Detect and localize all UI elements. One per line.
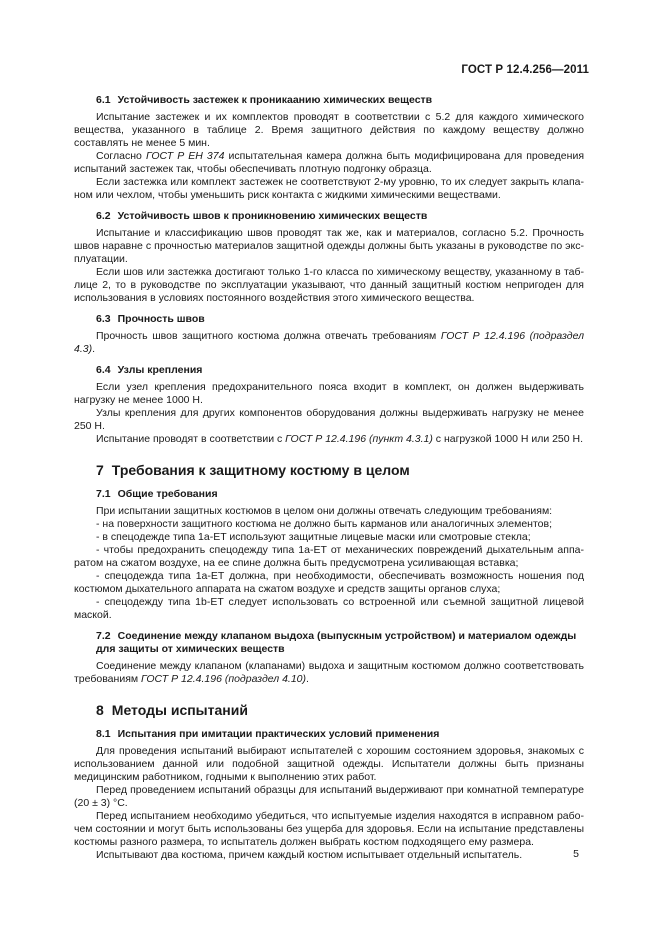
paragraph: Испытание застежек и их комплектов проводят в соответствии с 5.2 для каждого химического вещества, указанного в таблице 2. Время защитного действия по каждому веществу должно составлять не менее 5 мин. [74,111,584,149]
list-item: - на поверхности защитного костюма не должно быть карманов или аналогичных элементов; [96,518,552,530]
section-number: 7.1 [96,488,111,500]
text-run: Соединение между клапаном (клапанами) выдоха и защитным костюмом должно соответствовать требованиям [74,660,584,685]
list-item: - спецодежда типа 1а-ET должна, при необходимости, обеспечивать возможность ношения под костюмом дыхательного аппарата на сжатом воздухе и средств защиты органов слуха; [74,570,584,595]
standard-reference: ГОСТ Р 12.4.196 (подраздел 4.3) [74,330,584,355]
section-number: 6.2 [96,210,111,222]
section-6-3-heading [74,313,584,326]
section-number: 8.1 [96,728,111,740]
paragraph: Если узел крепления предохранительного пояса входит в комплект, он должен выдерживать нагрузку не менее 1000 Н. [74,381,584,406]
text-run: с нагрузкой 1000 Н или 250 Н. [432,433,584,445]
section-title-continued: для защиты от химических веществ [96,643,285,655]
section-number: 6.3 [96,313,111,325]
paragraph [74,660,584,686]
section-title: Методы испытаний [111,702,248,718]
section-title: Соединение между клапаном выдоха (выпускным устройством) и материалом одежды [117,630,577,642]
section-title: Устойчивость швов к проникновению химических веществ [117,210,428,222]
list-item: - в спецодежде типа 1а-ET используют защитные лицевые маски или смотровые стекла; [96,531,531,543]
standard-reference: ГОСТ Р 12.4.196 (подраздел 4.10) [141,673,307,685]
list-item: - чтобы предохранить спецодежду типа 1а-ET от механических повреждений дыхательным аппаратом на сжатом воздухе, на ее спине должна быть предусмотрена усиливающая вставка; [74,544,584,569]
section-6-2-heading [74,210,584,223]
text-run: Испытание проводят в соответствии с [96,433,286,445]
paragraph: Если застежка или комплект застежек не соответствуют 2-му уровню, то их следует закрыть клапаном или чехлом, чтобы уменьшить риск контакта с жидкими химическими веществами. [74,176,584,201]
text-run: Согласно [96,150,146,162]
section-6-4-heading [74,364,584,377]
document-code: ГОСТ Р 12.4.256—2011 [461,64,589,76]
paragraph [74,433,584,446]
section-number: 7.2 [96,630,111,642]
section-7-2-heading [74,630,584,656]
document-body [74,94,584,862]
section-6-1-heading [74,94,584,107]
paragraph: При испытании защитных костюмов в целом они должны отвечать следующим требованиям: [96,505,553,517]
section-title: Узлы крепления [117,364,203,376]
section-7-heading [74,462,584,478]
text-run: Прочность швов защитного костюма должна отвечать требованиям [96,330,441,342]
section-title: Общие требования [117,488,218,500]
standard-reference: ГОСТ Р ЕН 374 [145,150,225,162]
paragraph: Испытывают два костюма, причем каждый костюм испытывает отдельный испытатель. [96,849,523,861]
section-7-1-heading [74,488,584,501]
section-title: Устойчивость застежек к проникаанию химических веществ [117,94,433,106]
paragraph [74,150,584,176]
section-title: Прочность швов [117,313,205,325]
section-number: 7 [96,462,104,478]
list-item: - спецодежду типа 1b-ET следует использовать со встроенной или съемной защитной лицевой маской. [74,596,584,621]
section-heading-line [74,630,584,643]
text-run: . [92,343,96,355]
text-run: испытательная камера должна быть модифицирована для проведения испытаний застежек так, чтобы обеспечивать плотную подгонку образца. [74,150,585,175]
standard-reference: ГОСТ Р 12.4.196 (пункт 4.3.1) [285,433,433,445]
text-run: . [306,673,309,685]
section-8-1-heading [74,728,584,741]
paragraph: Узлы крепления для других компонентов оборудования должны выдерживать нагрузку не менее 250 Н. [74,407,584,432]
paragraph: Для проведения испытаний выбирают испытателей с хорошим состоянием здоровья, знакомых с использованием данной или подобной защитной одежды. Испытатели должны быть признаны медицинским работником, годными к выполнению этих работ. [74,745,584,783]
paragraph: Перед проведением испытаний образцы для испытаний выдерживают при комнатной температуре (20 ± 3) °С. [74,784,584,809]
section-title: Требования к защитному костюму в целом [111,462,410,478]
section-number: 8 [96,702,104,718]
paragraph: Перед испытанием необходимо убедиться, что испытуемые изделия находятся в исправном рабочем состоянии и могут быть использованы без ущерба для здоровья. Если на испытание представлены костюмы разного размера, то испытатель должен выбрать костюм подходящего ему размера. [74,810,584,848]
paragraph: Испытание и классификацию швов проводят так же, как и материалов, согласно 5.2. Прочность швов наравне с прочностью материалов защитной одежды должны быть указаны в руководстве по эксплуатации. [74,227,584,265]
section-8-heading [74,702,584,718]
paragraph [74,330,584,356]
section-number: 6.1 [96,94,111,106]
page-number: 5 [573,848,579,860]
section-title: Испытания при имитации практических условий применения [117,728,440,740]
paragraph: Если шов или застежка достигают только 1-го класса по химическому веществу, указанному в таблице 2, то в руководстве по эксплуатации указывают, что данный защитный костюм непригоден для использования в условиях постоянного воздействия этого химического вещества. [74,266,584,304]
section-number: 6.4 [96,364,111,376]
